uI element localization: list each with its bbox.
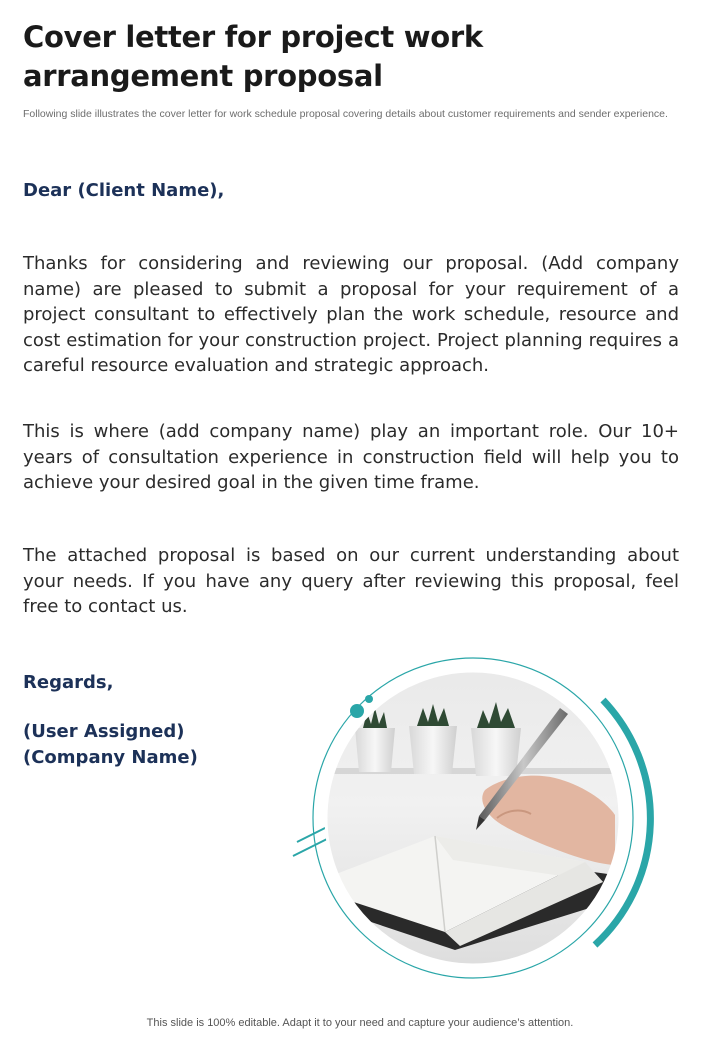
page-subtitle: Following slide illustrates the cover letter for work schedule proposal covering details about customer requirements and sender experience. bbox=[23, 108, 668, 120]
hand-writing-in-notebook-photo bbox=[285, 650, 665, 990]
letter-paragraph-2: This is where (add company name) play an important role. Our 10+ years of consultation experience in construction field will help you to achieve your desired goal in the given time frame. bbox=[23, 421, 679, 493]
page-title: Cover letter for project work arrangement proposal bbox=[23, 20, 483, 93]
decorative-dot-small bbox=[365, 695, 373, 703]
footer-note: This slide is 100% editable. Adapt it to your need and capture your audience’s attention. bbox=[146, 1017, 574, 1029]
signature-company: (Company Name) bbox=[23, 747, 198, 768]
letter-greeting: Dear (Client Name), bbox=[23, 180, 225, 201]
decorative-dot-large bbox=[350, 704, 364, 718]
signature-user: (User Assigned) bbox=[23, 721, 185, 742]
letter-paragraph-3: The attached proposal is based on our current understanding about your needs. If you have any query after reviewing this proposal, feel free to contact us. bbox=[23, 545, 679, 617]
letter-closing: Regards, bbox=[23, 672, 114, 693]
letter-paragraph-1: Thanks for considering and reviewing our proposal. (Add company name) are pleased to submit a proposal for your requirement of a project consultant to effectively plan the work schedule, resource and cost estimation for your construction project. Project planning requires a careful resource evaluation and strategic approach. bbox=[23, 253, 679, 376]
